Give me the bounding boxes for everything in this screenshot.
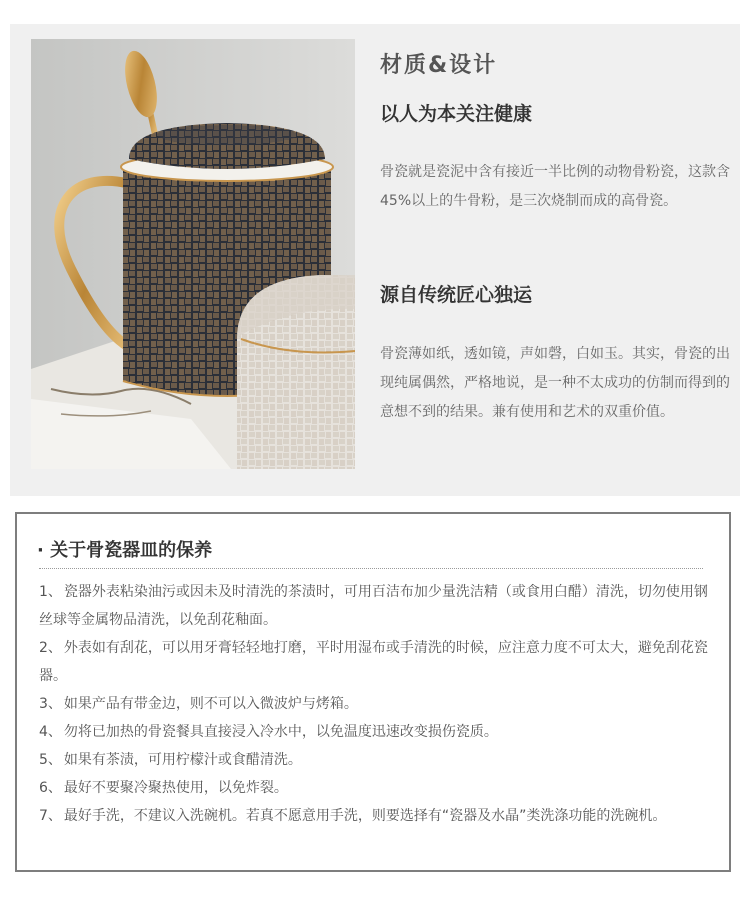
mug-illustration (31, 39, 355, 469)
care-instructions-box (15, 512, 731, 872)
section-title: 材质&设计 (380, 53, 498, 78)
list-item: 5、 如果有茶渍，可用柠檬汁或食醋清洗。 (39, 752, 302, 768)
list-item: 1、 瓷器外表粘染油污或因未及时清洗的茶渍时，可用百洁布加少量洗洁精（或食用白醋）清洗，切勿使用钢丝球等金属物品清洗，以免刮花釉面。 (39, 584, 708, 628)
material-design-panel (10, 24, 740, 496)
heading-health: 以人为本关注健康 (380, 103, 533, 125)
care-list (39, 578, 709, 830)
paragraph-bone-china: 骨瓷就是瓷泥中含有接近一半比例的动物骨粉瓷，这款含45%以上的牛骨粉，是三次烧制而成的高骨瓷。 (380, 164, 730, 209)
dotted-divider (39, 568, 703, 569)
paragraph-history: 骨瓷薄如纸，透如镜，声如磬，白如玉。其实，骨瓷的出现纯属偶然，严格地说，是一种不太成功的仿制而得到的意想不到的结果。兼有使用和艺术的双重价值。 (380, 346, 730, 420)
product-photo (31, 39, 355, 469)
list-item: 4、 勿将已加热的骨瓷餐具直接浸入冷水中，以免温度迅速改变损伤瓷质。 (39, 724, 498, 740)
list-item: 2、 外表如有刮花，可以用牙膏轻轻地打磨，平时用湿布或手清洗的时候，应注意力度不可太大，避免刮花瓷器。 (39, 640, 708, 684)
care-title: · 关于骨瓷器皿的保养 (37, 540, 213, 561)
list-item: 7、 最好手洗，不建议入洗碗机。若真不愿意用手洗，则要选择有“瓷器及水晶”类洗涤功能的洗碗机。 (39, 808, 667, 824)
list-item: 6、 最好不要聚冷聚热使用，以免炸裂。 (39, 780, 288, 796)
list-item: 3、 如果产品有带金边，则不可以入微波炉与烤箱。 (39, 696, 358, 712)
heading-tradition: 源自传统匠心独运 (380, 284, 533, 306)
